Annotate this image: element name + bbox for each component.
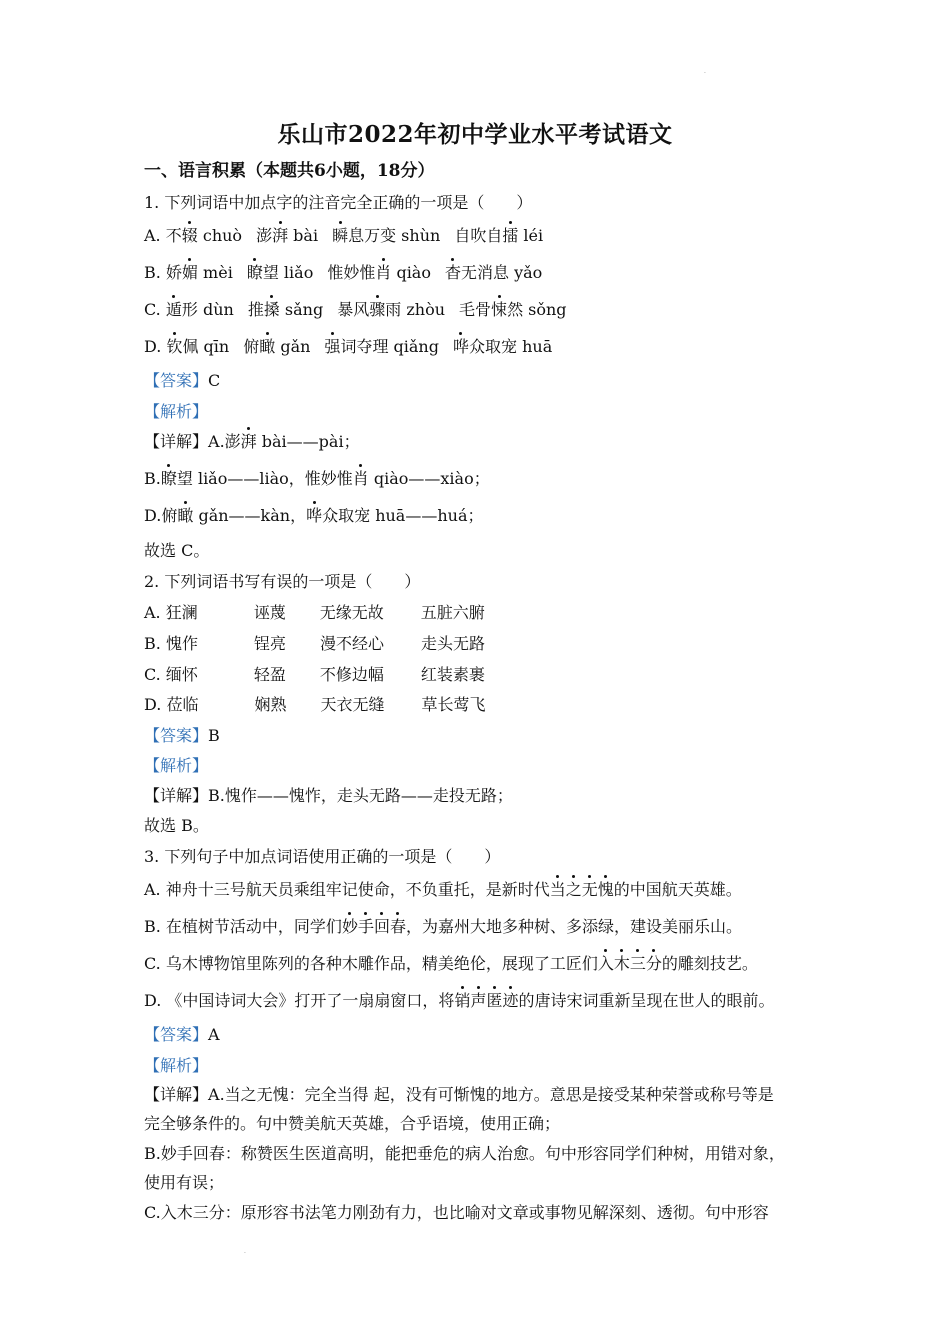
question-1-conclusion: 故选 C。: [144, 541, 210, 560]
question-2-stem: 2. 下列词语书写有误的一项是（ ）: [144, 572, 421, 591]
emphasis-char: 入: [597, 954, 614, 973]
question-3-option-d: D. 《中国诗词大会》打开了一扇扇窗口，将销声匿迹的唐诗宋词重新呈现在世人的眼前。: [144, 991, 775, 1010]
dotted-phrase: [598, 954, 662, 973]
question-2-option-d: D. 莅临 娴熟 天衣无缝 草长莺飞: [144, 695, 486, 714]
question-3-detail-2: 完全够条件的。句中赞美航天英雄，合乎语境，使用正确；: [144, 1114, 561, 1133]
question-2-conclusion: 故选 B。: [144, 816, 209, 835]
emphasis-char: 迹: [502, 991, 519, 1010]
emphasis-char: 无: [581, 880, 598, 899]
question-1-option-c: C. 遁形 dùn 推搡 sǎng 暴风骤雨 zhòu 毛骨悚然 sǒng: [144, 300, 567, 319]
question-2-answer: 【答案】B: [144, 726, 220, 745]
dotted-phrase: [342, 917, 406, 936]
emphasis-char: 手: [357, 917, 374, 936]
emphasis-char: 愧: [597, 880, 614, 899]
question-2-detail: 【详解】B.愧作——愧怍，走头无路——走投无路；: [144, 786, 513, 805]
question-3-detail-4: 使用有误；: [144, 1173, 225, 1192]
page-title: 乐山市2022年初中学业水平考试语文: [277, 121, 673, 148]
emphasis-char: 匿: [486, 991, 503, 1010]
emphasis-char: 妙: [341, 917, 358, 936]
question-1-option-b: B. 娇媚 mèi 瞭望 liǎo 惟妙惟肖 qiào 杳无消息 yǎo: [144, 263, 543, 282]
question-1-analysis-tag: 【解析】: [144, 402, 209, 421]
section-heading: 一、语言积累（本题共6小题，18分）: [144, 161, 435, 181]
emphasis-char: 销: [454, 991, 471, 1010]
page-mark: ·: [244, 1250, 246, 1257]
dotted-phrase: [550, 880, 614, 899]
question-1-option-d: D. 钦佩 qīn 俯瞰 gǎn 强词夺理 qiǎng 哗众取宠 huā: [144, 337, 553, 356]
question-3-analysis-tag: 【解析】: [144, 1056, 209, 1075]
emphasis-char: 回: [373, 917, 390, 936]
question-3-stem: 3. 下列句子中加点词语使用正确的一项是（ ）: [144, 847, 501, 866]
emphasis-char: 分: [645, 954, 662, 973]
dotted-phrase: [454, 991, 518, 1010]
question-3-option-b: B. 在植树节活动中，同学们妙手回春，为嘉州大地多种树、多添绿，建设美丽乐山。: [144, 917, 743, 936]
question-3-answer: 【答案】A: [144, 1025, 220, 1044]
question-3-detail-5: C.入木三分：原形容书法笔力刚劲有力，也比喻对文章或事物见解深刻、透彻。句中形容: [144, 1203, 769, 1222]
question-3-option-a: A. 神舟十三号航天员乘组牢记使命，不负重托，是新时代当之无愧的中国航天英雄。: [144, 880, 742, 899]
question-1-detail-3: D.俯瞰 gǎn——kàn，哗众取宠 huā——huá；: [144, 506, 484, 525]
question-1-option-a: A. 不辍 chuò 澎湃 bài 瞬息万变 shùn 自吹自擂 léi: [144, 226, 544, 245]
question-3-detail-1: 【详解】A.当之无愧：完全当得 起，没有可惭愧的地方。意思是接受某种荣誉或称号等是: [144, 1085, 774, 1104]
emphasis-char: 声: [470, 991, 487, 1010]
emphasis-char: 当: [549, 880, 566, 899]
emphasis-char: 三: [629, 954, 646, 973]
question-1-detail-1: 【详解】A.澎湃 bài——pài；: [144, 432, 360, 451]
emphasis-char: 木: [613, 954, 630, 973]
question-2-option-b: B. 愧作 锃亮 漫不经心 走头无路: [144, 634, 485, 653]
question-1-answer: 【答案】C: [144, 371, 221, 390]
page-mark: ·: [704, 70, 706, 77]
emphasis-char: 之: [565, 880, 582, 899]
question-2-analysis-tag: 【解析】: [144, 756, 209, 775]
question-2-option-c: C. 缅怀 轻盈 不修边幅 红装素裹: [144, 665, 485, 684]
question-3-option-c: C. 乌木博物馆里陈列的各种木雕作品，精美绝伦，展现了工匠们入木三分的雕刻技艺。: [144, 954, 758, 973]
question-2-option-a: A. 狂澜 诬蔑 无缘无故 五脏六腑: [144, 603, 485, 622]
question-1-stem: 1. 下列词语中加点字的注音完全正确的一项是（ ）: [144, 193, 533, 212]
emphasis-char: 春: [389, 917, 406, 936]
question-3-detail-3: B.妙手回春：称赞医生医道高明，能把垂危的病人治愈。句中形容同学们种树，用错对象，: [144, 1144, 785, 1163]
question-1-detail-2: B.瞭望 liǎo——liào，惟妙惟肖 qiào——xiào；: [144, 469, 490, 488]
